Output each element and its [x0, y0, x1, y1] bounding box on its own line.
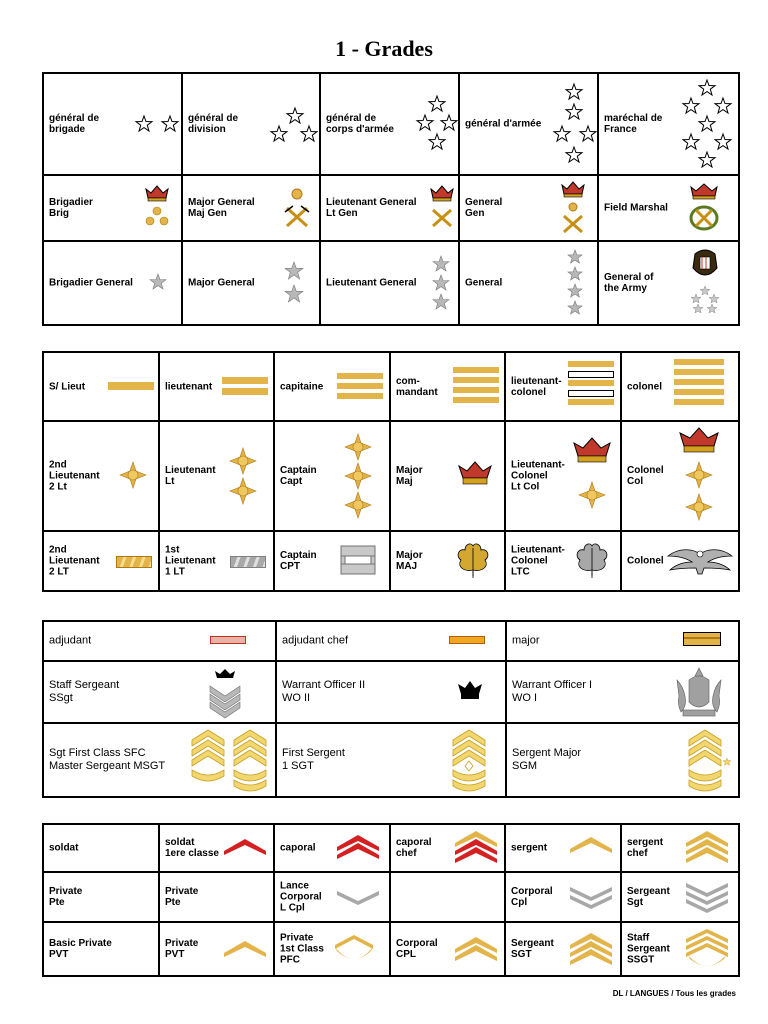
rank-label: soldat 1ere classe [165, 837, 219, 859]
table-row [43, 241, 739, 325]
crown-icon [560, 180, 586, 236]
rank-label: Captain Capt [280, 465, 317, 487]
oak-leaf-icon [574, 542, 610, 580]
chevron-icon [224, 939, 266, 957]
rank-label: Colonel [627, 555, 664, 567]
rank-label: Sgt First Class SFC Master Sergeant MSGT [49, 747, 166, 772]
rank-label: Lance Corporal L Cpl [280, 880, 322, 914]
table-row [43, 824, 739, 872]
star-icon [271, 108, 319, 142]
rank-label: General of the Army [604, 272, 654, 294]
star-icon [136, 116, 180, 132]
pip-icon [230, 448, 256, 504]
table-row [43, 175, 739, 241]
rank-label: Lieutenant General Lt Gen [326, 197, 417, 219]
rank-label: com- mandant [396, 375, 438, 398]
rank-label: First Sergent 1 SGT [282, 747, 345, 772]
star-icon [554, 84, 594, 164]
general-officers-table [42, 72, 740, 326]
rank-label: Sergeant Sgt [627, 886, 670, 908]
footer-note: DL / LANGUES / Tous les grades [612, 989, 736, 998]
crossed-swords-icon [283, 184, 311, 232]
rank-label: Lieutenant- Colonel LTC [511, 544, 565, 578]
rank-label: caporal chef [396, 837, 432, 859]
chevron-icon [570, 931, 612, 965]
enlisted-table [42, 823, 740, 977]
rank-label: général de division [188, 113, 239, 135]
rank-label: sergent [511, 842, 548, 854]
star-icon [433, 256, 449, 310]
bar-icon [568, 361, 614, 411]
rank-label: colonel [627, 381, 663, 392]
chevron-icon [337, 887, 379, 905]
rank-label: adjudant [49, 634, 92, 647]
rank-label: General Gen [465, 197, 503, 219]
table-row [43, 421, 739, 531]
rank-label: Basic Private PVT [49, 938, 112, 960]
rank-label: Staff Sergeant SSGT [627, 932, 670, 966]
warrant-officers-table [42, 620, 740, 798]
chevron-icon [570, 835, 612, 853]
bar-icon [337, 373, 383, 401]
chevron-icon [208, 668, 242, 718]
rank-label: général d'armée [465, 118, 542, 130]
oak-leaf-icon [455, 542, 491, 580]
rank-label: 2nd Lieutenant 2 LT [49, 544, 100, 578]
officers-table [42, 351, 740, 592]
table-row [43, 922, 739, 976]
bar-icon [210, 636, 246, 644]
bar-icon [230, 556, 266, 568]
rank-label: Brigadier General [49, 277, 133, 289]
rank-label: général de corps d'armée [326, 113, 394, 135]
star-icon [285, 262, 303, 304]
chevron-icon [451, 728, 487, 794]
rank-label: 2nd Lieutenant 2 Lt [49, 459, 100, 493]
rank-label: Brigadier Brig [49, 197, 93, 219]
rank-label: S/ Lieut [49, 381, 86, 392]
star-icon [568, 250, 582, 316]
bar-icon [683, 632, 721, 646]
chevron-icon [570, 883, 612, 909]
crown-icon [572, 436, 612, 510]
chevron-icon [686, 879, 728, 913]
rank-label: Corporal Cpl [511, 886, 553, 908]
table-row [43, 621, 739, 661]
bar-icon [222, 377, 268, 397]
pip-icon [120, 462, 146, 488]
rank-label: General [465, 277, 503, 289]
chevron-icon [337, 833, 379, 859]
rank-label: Private Pte [165, 886, 199, 908]
chevron-icon [455, 829, 497, 863]
rank-label: Major General [188, 277, 255, 289]
star-icon [417, 96, 457, 152]
coat-of-arms-icon [675, 666, 723, 718]
chevron-icon [686, 829, 728, 863]
rank-label: Major General Maj Gen [188, 197, 255, 219]
table-row [43, 73, 739, 175]
crown-icon [678, 426, 720, 526]
rank-label: major [512, 634, 540, 647]
rank-label: Field Marshal [604, 202, 668, 214]
page-title: 1 - Grades [335, 36, 433, 61]
table-row [43, 872, 739, 922]
table-row [43, 723, 739, 797]
crown-icon [457, 680, 483, 702]
crown-icon [687, 182, 721, 234]
rank-label: Private PVT [165, 938, 199, 960]
star-icon [150, 274, 166, 290]
rank-label: Sergeant SGT [511, 938, 554, 960]
rank-label: Colonel Col [627, 465, 664, 487]
rank-label: Private 1st Class PFC [280, 932, 324, 966]
rank-label: Major Maj [396, 465, 423, 487]
chevron-icon [455, 935, 497, 961]
pip-icon [345, 434, 371, 518]
rank-label: 1st Lieutenant 1 LT [165, 544, 216, 578]
eagle-icon [668, 546, 732, 576]
rank-label: caporal [280, 842, 316, 854]
rank-label: Warrant Officer II WO II [282, 679, 366, 704]
rank-label: capitaine [280, 381, 324, 392]
crown-icon [429, 184, 455, 232]
bar-icon [449, 636, 485, 644]
chevron-icon [687, 728, 731, 794]
bar-icon [116, 556, 152, 568]
bar-icon [453, 367, 499, 405]
rank-label: Captain CPT [280, 550, 317, 572]
rank-label: Lieutenant Lt [165, 465, 216, 487]
rank-label: Lieutenant General [326, 277, 417, 289]
chevron-icon [190, 728, 274, 794]
rank-label: soldat [49, 842, 79, 854]
star-icon [683, 80, 731, 168]
bar-icon [108, 382, 154, 390]
rank-label: Lieutenant- Colonel Lt Col [511, 459, 565, 493]
rank-label: lieutenant [165, 381, 213, 392]
bar-icon [341, 546, 375, 576]
rank-label: lieutenant- colonel [511, 375, 562, 398]
bar-icon [674, 359, 724, 415]
crown-icon [457, 460, 493, 490]
table-row [43, 661, 739, 723]
rocker-icon [686, 927, 728, 971]
rocker-icon [333, 931, 375, 965]
rank-label: maréchal de France [604, 113, 663, 135]
table-row [43, 531, 739, 591]
rank-label: Major MAJ [396, 550, 423, 572]
crown-icon [142, 184, 172, 230]
rank-label: Staff Sergeant SSgt [49, 679, 120, 704]
rank-label: sergent chef [627, 837, 664, 859]
rank-label: Private Pte [49, 886, 83, 908]
rank-label: adjudant chef [282, 634, 349, 647]
rank-label: général de brigade [49, 113, 100, 135]
rank-label: Corporal CPL [396, 938, 438, 960]
rank-label: Sergent Major SGM [512, 747, 582, 772]
coat-of-arms-icon [687, 248, 723, 318]
rank-label: Warrant Officer I WO I [512, 679, 593, 704]
table-row [43, 352, 739, 421]
chevron-icon [224, 837, 266, 855]
